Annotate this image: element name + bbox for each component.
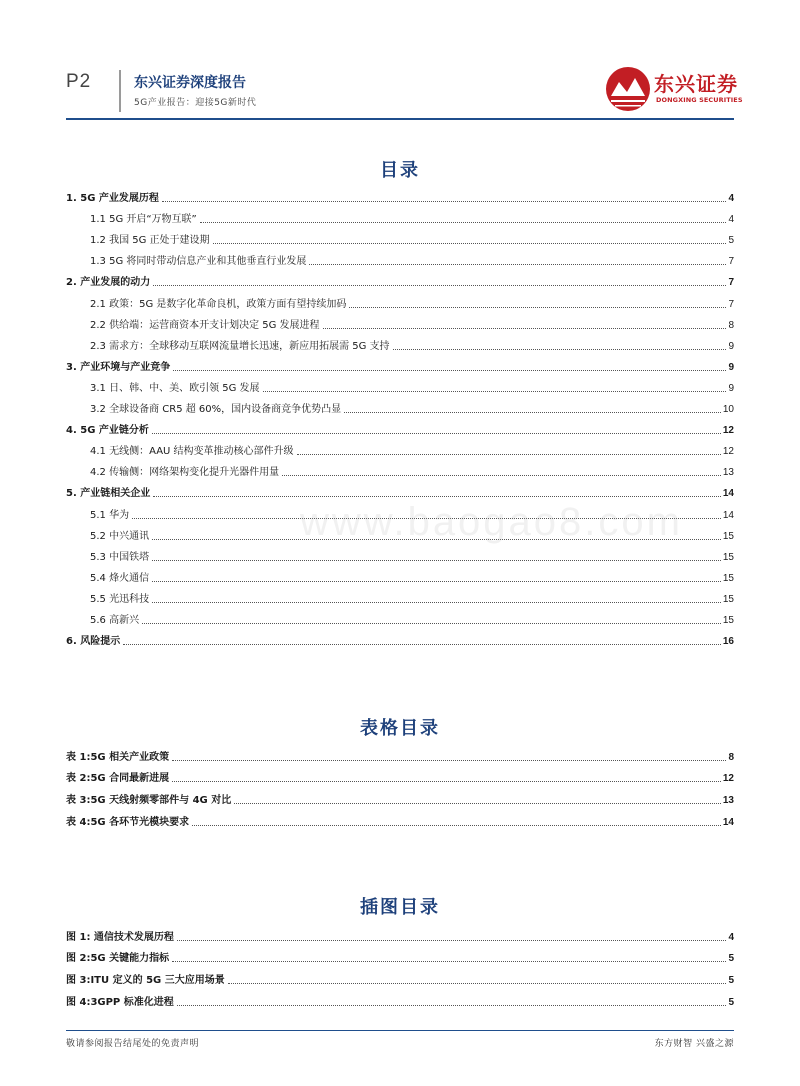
toc-entry-page: 10 bbox=[722, 404, 734, 416]
toc-entry-page: 12 bbox=[722, 446, 734, 458]
toc-entry-label: 2.2 供给端：运营商资本开支计划决定 5G 发展进程 bbox=[90, 319, 320, 331]
toc-entry-label: 5.3 中国铁塔 bbox=[90, 551, 150, 563]
logo-text-en: DONGXING SECURITIES bbox=[656, 96, 743, 104]
toc-entry-label: 3.1 日、韩、中、美、欧引领 5G 发展 bbox=[90, 382, 260, 394]
toc-entry-label: 3. 产业环境与产业竞争 bbox=[66, 361, 171, 373]
dot-leader bbox=[173, 370, 726, 371]
table-toc-entry-label: 表 4:5G 各环节光模块要求 bbox=[66, 816, 190, 828]
dot-leader bbox=[142, 623, 721, 624]
dot-leader bbox=[200, 222, 727, 223]
dot-leader bbox=[123, 644, 721, 645]
toc-list bbox=[66, 186, 734, 650]
dot-leader bbox=[172, 760, 726, 761]
dot-leader bbox=[152, 560, 721, 561]
toc-entry[interactable] bbox=[66, 355, 734, 376]
figure-toc-entry-page: 4 bbox=[728, 931, 734, 943]
dot-leader bbox=[177, 1005, 727, 1006]
dot-leader bbox=[172, 781, 721, 782]
dot-leader bbox=[213, 243, 727, 244]
table-toc-entry-label: 表 2:5G 合同最新进展 bbox=[66, 773, 170, 785]
toc-entry-page: 4 bbox=[728, 214, 734, 226]
footer-slogan: 东方财智 兴盛之源 bbox=[654, 1039, 734, 1049]
table-toc-entry-page: 13 bbox=[722, 795, 734, 807]
toc-entry[interactable] bbox=[66, 439, 734, 460]
toc-entry[interactable] bbox=[66, 334, 734, 355]
toc-entry-page: 7 bbox=[728, 277, 734, 289]
dot-leader bbox=[263, 391, 727, 392]
footer-disclaimer: 敬请参阅报告结尾处的免责声明 bbox=[66, 1039, 200, 1049]
dot-leader bbox=[234, 803, 721, 804]
toc-entry-page: 9 bbox=[728, 340, 734, 352]
figure-toc-entry-label: 图 4:3GPP 标准化进程 bbox=[66, 996, 174, 1008]
dot-leader bbox=[344, 412, 721, 413]
toc-entry-page: 4 bbox=[728, 193, 734, 205]
figure-toc-entry-label: 图 3:ITU 定义的 5G 三大应用场景 bbox=[66, 975, 225, 987]
table-toc-entry[interactable] bbox=[66, 766, 734, 788]
report-subtitle: 5G产业报告：迎接5G新时代 bbox=[134, 98, 257, 108]
toc-entry-page: 8 bbox=[728, 319, 734, 331]
figure-toc-entry-page: 5 bbox=[728, 953, 734, 965]
toc-entry-page: 9 bbox=[728, 382, 734, 394]
table-toc-entry-page: 12 bbox=[722, 773, 734, 785]
figures-toc-heading: 插图目录 bbox=[360, 897, 440, 918]
toc-entry[interactable] bbox=[66, 376, 734, 397]
toc-entry-label: 6. 风险提示 bbox=[66, 636, 121, 648]
toc-entry-label: 4. 5G 产业链分析 bbox=[66, 425, 149, 437]
toc-entry-page: 15 bbox=[722, 530, 734, 542]
table-toc-entry[interactable] bbox=[66, 744, 734, 766]
toc-entry-label: 1.2 我国 5G 正处于建设期 bbox=[90, 235, 210, 247]
toc-entry-label: 5. 产业链相关企业 bbox=[66, 488, 151, 500]
dot-leader bbox=[152, 433, 721, 434]
toc-entry-page: 14 bbox=[722, 488, 734, 500]
toc-entry-page: 5 bbox=[728, 235, 734, 247]
toc-entry[interactable] bbox=[66, 249, 734, 270]
figure-toc-entry-label: 图 2:5G 关键能力指标 bbox=[66, 953, 170, 965]
toc-entry-page: 12 bbox=[722, 425, 734, 437]
toc-entry[interactable] bbox=[66, 418, 734, 439]
table-toc-entry-label: 表 3:5G 天线射频零部件与 4G 对比 bbox=[66, 795, 232, 807]
toc-heading: 目录 bbox=[380, 160, 420, 181]
figure-toc-entry[interactable] bbox=[66, 989, 734, 1011]
toc-entry[interactable] bbox=[66, 460, 734, 481]
dot-leader bbox=[282, 475, 721, 476]
toc-entry-label: 5.1 华为 bbox=[90, 509, 130, 521]
tables-toc-list bbox=[66, 744, 734, 831]
toc-entry-label: 3.2 全球设备商 CR5 超 60%，国内设备商竞争优势凸显 bbox=[90, 404, 342, 416]
toc-entry[interactable] bbox=[66, 313, 734, 334]
dot-leader bbox=[152, 602, 721, 603]
logo-text-cn: 东兴证券 bbox=[654, 72, 738, 96]
toc-entry-page: 13 bbox=[722, 467, 734, 479]
dot-leader bbox=[228, 983, 727, 984]
figure-toc-entry[interactable] bbox=[66, 946, 734, 968]
toc-entry[interactable] bbox=[66, 397, 734, 418]
dot-leader bbox=[153, 496, 721, 497]
toc-entry-label: 5.6 高新兴 bbox=[90, 614, 140, 626]
logo-mark-icon bbox=[605, 66, 651, 112]
toc-entry-label: 2.1 政策：5G 是数字化革命良机，政策方面有望持续加码 bbox=[90, 298, 347, 310]
table-toc-entry[interactable] bbox=[66, 787, 734, 809]
toc-entry-label: 5.4 烽火通信 bbox=[90, 572, 150, 584]
figure-toc-entry[interactable] bbox=[66, 924, 734, 946]
table-toc-entry-label: 表 1:5G 相关产业政策 bbox=[66, 751, 170, 763]
tables-toc-heading: 表格目录 bbox=[360, 718, 440, 739]
toc-entry-label: 2.3 需求方：全球移动互联网流量增长迅速，新应用拓展需 5G 支持 bbox=[90, 340, 390, 352]
dot-leader bbox=[172, 961, 726, 962]
figure-toc-entry-label: 图 1: 通信技术发展历程 bbox=[66, 931, 174, 943]
toc-entry-label: 5.2 中兴通讯 bbox=[90, 530, 150, 542]
toc-entry-page: 16 bbox=[722, 636, 734, 648]
dot-leader bbox=[153, 285, 726, 286]
header-divider bbox=[119, 70, 121, 112]
toc-entry[interactable] bbox=[66, 587, 734, 608]
dot-leader bbox=[393, 349, 727, 350]
toc-entry[interactable] bbox=[66, 228, 734, 249]
toc-entry-label: 4.1 无线侧：AAU 结构变革推动核心部件升级 bbox=[90, 446, 294, 458]
table-toc-entry[interactable] bbox=[66, 809, 734, 831]
dot-leader bbox=[297, 454, 721, 455]
toc-entry[interactable] bbox=[66, 629, 734, 650]
table-toc-entry-page: 8 bbox=[728, 751, 734, 763]
page-number: P2 bbox=[66, 71, 92, 92]
dot-leader bbox=[349, 307, 726, 308]
toc-entry-page: 7 bbox=[728, 256, 734, 268]
toc-entry[interactable] bbox=[66, 270, 734, 291]
header-rule bbox=[66, 118, 734, 120]
company-logo bbox=[605, 66, 745, 112]
dot-leader bbox=[152, 581, 721, 582]
toc-entry-page: 15 bbox=[722, 593, 734, 605]
toc-entry[interactable] bbox=[66, 566, 734, 587]
figure-toc-entry-page: 5 bbox=[728, 975, 734, 987]
toc-entry-label: 1.3 5G 将同时带动信息产业和其他垂直行业发展 bbox=[90, 256, 307, 268]
toc-entry[interactable] bbox=[66, 207, 734, 228]
dot-leader bbox=[323, 328, 727, 329]
dot-leader bbox=[309, 264, 726, 265]
toc-entry-label: 5.5 光迅科技 bbox=[90, 593, 150, 605]
toc-entry-page: 14 bbox=[722, 509, 734, 521]
toc-entry-page: 9 bbox=[728, 361, 734, 373]
figure-toc-entry[interactable] bbox=[66, 967, 734, 989]
figures-toc-list bbox=[66, 924, 734, 1011]
dot-leader bbox=[192, 825, 721, 826]
table-toc-entry-page: 14 bbox=[722, 816, 734, 828]
report-series-title: 东兴证券深度报告 bbox=[134, 75, 246, 91]
toc-entry-page: 7 bbox=[728, 298, 734, 310]
toc-entry-label: 4.2 传输侧：网络架构变化提升光器件用量 bbox=[90, 467, 280, 479]
toc-entry-page: 15 bbox=[722, 551, 734, 563]
toc-entry[interactable] bbox=[66, 291, 734, 312]
dot-leader bbox=[162, 201, 727, 202]
toc-entry-page: 15 bbox=[722, 614, 734, 626]
toc-entry-label: 2. 产业发展的动力 bbox=[66, 277, 151, 289]
footer-rule bbox=[66, 1030, 734, 1031]
dot-leader bbox=[177, 940, 727, 941]
figure-toc-entry-page: 5 bbox=[728, 996, 734, 1008]
page-header bbox=[0, 0, 800, 125]
toc-entry[interactable] bbox=[66, 608, 734, 629]
toc-entry-label: 1.1 5G 开启“万物互联” bbox=[90, 214, 197, 226]
toc-entry-label: 1. 5G 产业发展历程 bbox=[66, 193, 159, 205]
toc-entry[interactable] bbox=[66, 186, 734, 207]
toc-entry[interactable] bbox=[66, 545, 734, 566]
toc-entry-page: 15 bbox=[722, 572, 734, 584]
watermark: www.baogao8.com bbox=[300, 500, 683, 544]
